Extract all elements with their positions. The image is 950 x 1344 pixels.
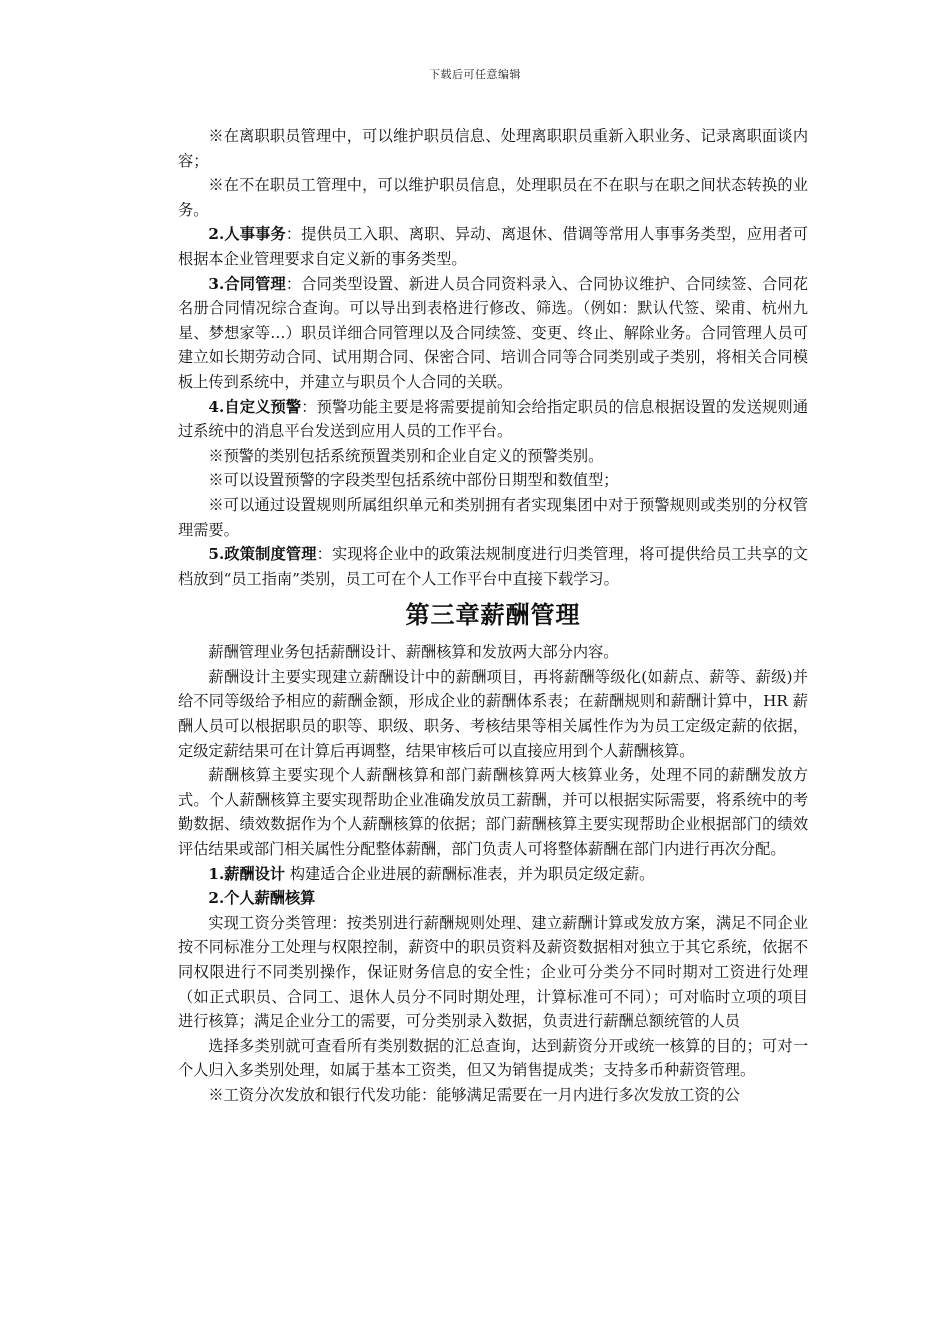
paragraph: ※可以设置预警的字段类型包括系统中部份日期型和数值型； [208, 471, 619, 490]
section-heading: 5.政策制度管理 [208, 545, 317, 564]
paragraph: 2.人事事务：提供员工入职、离职、异动、离退休、借调等常用人事事务类型，应用者可根据本企业管理要求自定义新的事务类型。 [178, 225, 809, 268]
chapter-title: 第三章薪酬管理 [405, 601, 581, 630]
paragraph: 薪酬设计主要实现建立薪酬设计中的薪酬项目，再将薪酬等级化(如薪点、薪等、薪级)并给不同等级给予相应的薪酬金额，形成企业的薪酬体系表；在薪酬规则和薪酬计算中，HR 薪酬人员可以根据职员的职等、职级、职务、考核结果等相关属性作为为员工定级定薪的依据，定级定薪结果可在计算后再调整，结果审核后可以直接应用到个人薪酬核算。 [178, 667, 808, 760]
section-heading: 1.薪酬设计 [208, 864, 285, 883]
document-body [178, 124, 808, 1108]
paragraph: 1.薪酬设计 构建适合企业进展的薪酬标准表，并为职员定级定薪。 [208, 864, 655, 883]
paragraph: ※在离职职员管理中，可以维护职员信息、处理离职职员重新入职业务、记录离职面谈内容； [178, 127, 808, 170]
paragraph: 实现工资分类管理：按类别进行薪酬规则处理、建立薪酬计算或发放方案，满足不同企业按不同标准分工处理与权限控制，薪资中的职员资料及薪资数据相对独立于其它系统，依据不同权限进行不同类别操作，保证财务信息的安全性；企业可分类分不同时期对工资进行处理（如正式职员、合同工、退休人员分不同时期处理，计算标准可不同）；可对临时立项的项目进行核算；满足企业分工的需要，可分类别录入数据，负责进行薪酬总额统管的人员 [178, 913, 808, 1031]
paragraph: 5.政策制度管理：实现将企业中的政策法规制度进行归类管理，将可提供给员工共享的文档放到“员工指南”类别，员工可在个人工作平台中直接下载学习。 [178, 545, 808, 588]
paragraph: 3.合同管理：合同类型设置、新进人员合同资料录入、合同协议维护、合同续签、合同花名册合同情况综合查询。可以导出到表格进行修改、筛选。（例如：默认代签、梁甫、杭州九星、梦想家等…）职员详细合同管理以及合同续签、变更、终止、解除业务。合同管理人员可建立如长期劳动合同、试用期合同、保密合同、培训合同等合同类别或子类别，将相关合同模板上传到系统中，并建立与职员个人合同的关联。 [178, 274, 809, 391]
paragraph: ※可以通过设置规则所属组织单元和类别拥有者实现集团中对于预警规则或类别的分权管理需要。 [178, 495, 808, 539]
paragraph: ※工资分次发放和银行代发功能：能够满足需要在一月内进行多次发放工资的公 [208, 1085, 740, 1104]
section-heading: 4.自定义预警 [208, 397, 302, 416]
section-heading: 3.合同管理 [208, 274, 286, 293]
paragraph: ※预警的类别包括系统预置类别和企业自定义的预警类别。 [208, 446, 604, 465]
paragraph: ※在不在职员工管理中，可以维护职员信息，处理职员在不在职与在职之间状态转换的业务。 [178, 176, 808, 219]
section-heading: 2.个人薪酬核算 [208, 889, 316, 908]
paragraph [178, 886, 808, 911]
paragraph: 薪酬管理业务包括薪酬设计、薪酬核算和发放两大部分内容。 [208, 643, 619, 662]
paragraph: 薪酬核算主要实现个人薪酬核算和部门薪酬核算两大核算业务，处理不同的薪酬发放方式。个人薪酬核算主要实现帮助企业准确发放员工薪酬，并可以根据实际需要，将系统中的考勤数据、绩效数据作为个人薪酬核算的依据；部门薪酬核算主要实现帮助企业根据部门的绩效评估结果或部门相关属性分配整体薪酬，部门负责人可将整体薪酬在部门内进行再次分配。 [178, 766, 808, 859]
paragraph: 选择多类别就可查看所有类别数据的汇总查询，达到薪资分开或统一核算的目的；可对一个人归入多类别处理，如属于基本工资类，但又为销售提成类；支持多币种薪资管理。 [178, 1036, 808, 1080]
paragraph: 4.自定义预警：预警功能主要是将需要提前知会给指定职员的信息根据设置的发送规则通过系统中的消息平台发送到应用人员的工作平台。 [178, 397, 809, 441]
page-header: 下载后可任意编辑 [429, 68, 521, 81]
section-heading: 2.人事事务 [208, 225, 286, 244]
